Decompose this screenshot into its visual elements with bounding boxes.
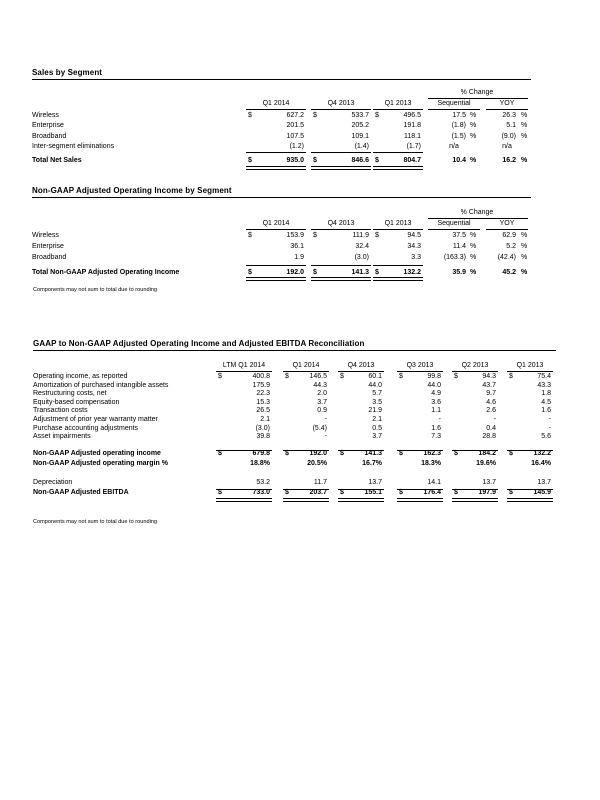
recon-row-label: Operating income, as reported	[33, 373, 128, 380]
sales-subtotal-rule-1	[246, 152, 306, 153]
recon-value-cell: (3.0)	[255, 424, 270, 432]
recon-value-cell: 39.8	[256, 433, 270, 441]
opinc-row-label: Wireless	[32, 232, 59, 239]
recon-header-ltm-q1-2014: LTM Q1 2014	[222, 362, 266, 369]
recon-value-cell: 22.3	[256, 390, 270, 398]
dollar-sign: $	[340, 373, 344, 380]
recon-title-rule	[33, 350, 556, 351]
sales-value-cell: 205.2	[351, 122, 369, 130]
recon-ebitda-top-rule	[216, 489, 272, 490]
recon-value-cell: 184.2	[478, 450, 496, 457]
percent-sign: %	[470, 232, 477, 239]
recon-ebitda-total-rule	[283, 498, 329, 502]
opinc-total-rule-1	[246, 277, 306, 281]
percent-sign: %	[470, 112, 477, 119]
recon-row-label: Depreciation	[33, 479, 73, 486]
sales-subtotal-rule-2	[311, 152, 371, 153]
opinc-value-cell: 32.4	[355, 242, 369, 250]
opinc-header-sequential: Sequential	[437, 220, 471, 227]
sales-yoy-cell: (9.0)	[501, 132, 516, 140]
recon-value-cell: 4.6	[486, 398, 496, 406]
recon-value-cell: 1.6	[541, 407, 551, 415]
recon-value-cell: (5.4)	[312, 424, 327, 432]
percent-sign: %	[470, 269, 477, 276]
recon-value-cell: 679.8	[252, 450, 270, 457]
recon-value-cell: 132.2	[533, 450, 551, 457]
opinc-header-q1-2013: Q1 2013	[384, 220, 412, 227]
recon-value-cell: 28.8	[482, 433, 496, 441]
percent-sign: %	[470, 253, 477, 261]
sales-header-yoy: YOY	[499, 100, 515, 107]
recon-ebitda-top-rule	[283, 489, 329, 490]
recon-value-cell: 15.3	[256, 398, 270, 406]
sales-total-rule-2	[311, 166, 371, 170]
sales-sequential-cell: (1.8)	[451, 122, 466, 130]
recon-value-cell: 162.3	[423, 450, 441, 457]
recon-value-cell: 43.3	[537, 381, 551, 389]
recon-value-cell: 53.2	[256, 479, 270, 486]
dollar-sign: $	[248, 157, 252, 164]
sales-value-cell: 627.2	[286, 112, 304, 119]
opinc-yoy-cell: 5.2	[506, 242, 516, 250]
sales-row	[0, 111, 600, 121]
dollar-sign: $	[375, 157, 379, 164]
percent-sign: %	[521, 157, 528, 164]
dollar-sign: $	[285, 373, 289, 380]
opinc-sequential-cell: (163.3)	[443, 253, 466, 261]
recon-value-cell: 145.9	[533, 489, 551, 496]
recon-value-cell: 1.1	[431, 407, 441, 415]
sales-row	[0, 121, 600, 131]
recon-subtotal-rule	[216, 450, 272, 451]
opinc-yoy-cell: 45.2	[502, 269, 516, 276]
recon-ebitda-total-rule	[397, 498, 443, 502]
dollar-sign: $	[313, 269, 317, 276]
sales-row	[0, 142, 600, 152]
sales-yoy-cell: 16.2	[502, 157, 516, 164]
percent-sign: %	[521, 242, 528, 250]
dollar-sign: $	[399, 450, 403, 457]
recon-value-cell: 13.7	[482, 479, 496, 486]
dollar-sign: $	[313, 157, 317, 164]
sales-value-cell: 533.7	[351, 112, 369, 119]
sales-total-row	[0, 156, 600, 166]
recon-value-cell: 13.7	[537, 479, 551, 486]
sales-row-label: Wireless	[32, 112, 59, 119]
recon-ebitda-total-rule	[507, 498, 553, 502]
dollar-sign: $	[399, 489, 403, 496]
sales-value-cell: 496.5	[403, 112, 421, 119]
recon-adj-margin-row	[0, 459, 600, 469]
opinc-value-cell: 153.9	[286, 232, 304, 239]
opinc-subtotal-rule-2	[311, 265, 371, 266]
dollar-sign: $	[248, 269, 252, 276]
opinc-sequential-cell: 37.5	[452, 232, 466, 239]
sales-section-title: Sales by Segment	[32, 68, 103, 77]
opinc-header-rule-5	[486, 229, 528, 230]
percent-sign: %	[470, 132, 477, 140]
recon-section-title: GAAP to Non-GAAP Adjusted Operating Income and Adjusted EBITDA Reconciliation	[33, 339, 365, 348]
opinc-value-cell: 34.3	[407, 242, 421, 250]
opinc-subtotal-rule-1	[246, 265, 306, 266]
opinc-header-rule-2	[311, 229, 371, 230]
opinc-section-title: Non-GAAP Adjusted Operating Income by Segment	[32, 186, 232, 195]
recon-value-cell: 3.5	[372, 398, 382, 406]
recon-value-cell: 43.7	[482, 381, 496, 389]
recon-row-label: Non-GAAP Adjusted operating margin %	[33, 460, 168, 467]
recon-value-cell: 0.9	[317, 407, 327, 415]
dollar-sign: $	[399, 373, 403, 380]
sales-row-label: Broadband	[32, 132, 67, 140]
recon-header-q1-2013: Q1 2013	[516, 362, 544, 369]
dollar-sign: $	[509, 450, 513, 457]
recon-header-q1-2014: Q1 2014	[292, 362, 320, 369]
sales-value-cell: (1.2)	[289, 142, 304, 150]
dollar-sign: $	[454, 450, 458, 457]
dollar-sign: $	[340, 489, 344, 496]
recon-row-label: Non-GAAP Adjusted EBITDA	[33, 489, 129, 496]
recon-header-q2-2013: Q2 2013	[461, 362, 489, 369]
recon-row-label: Purchase accounting adjustments	[33, 424, 139, 432]
recon-value-cell: 146.5	[309, 373, 327, 380]
sales-pct-change-header: % Change	[460, 89, 494, 96]
sales-sequential-cell: (1.5)	[451, 132, 466, 140]
recon-header-q4-2013: Q4 2013	[347, 362, 375, 369]
recon-value-cell: 20.5%	[307, 460, 327, 467]
sales-value-cell: (1.4)	[354, 142, 369, 150]
recon-ebitda-top-rule	[338, 489, 384, 490]
opinc-rounding-note: Components may not sum to total due to rounding	[33, 287, 158, 293]
opinc-row	[0, 231, 600, 241]
dollar-sign: $	[248, 112, 252, 119]
recon-ebitda-top-rule	[452, 489, 498, 490]
sales-header-rule-2	[311, 109, 371, 110]
sales-sequential-cell: n/a	[449, 142, 459, 150]
opinc-total-rule-2	[311, 277, 371, 281]
recon-value-cell: 5.7	[372, 390, 382, 398]
sales-total-rule-1	[246, 166, 306, 170]
recon-rounding-note: Components may not sum to total due to rounding	[33, 519, 158, 525]
recon-subtotal-rule	[338, 450, 384, 451]
recon-value-cell: 2.1	[372, 416, 382, 423]
opinc-row-label: Broadband	[32, 253, 67, 261]
dollar-sign: $	[454, 489, 458, 496]
opinc-sequential-cell: 11.4	[452, 242, 466, 250]
dollar-sign: $	[375, 232, 379, 239]
opinc-title-rule	[32, 197, 531, 198]
recon-value-cell: 2.6	[486, 407, 496, 415]
opinc-value-cell: 94.5	[407, 232, 421, 239]
recon-value-cell: 3.6	[431, 398, 441, 406]
opinc-header-yoy: YOY	[499, 220, 515, 227]
percent-sign: %	[521, 253, 528, 261]
dollar-sign: $	[340, 450, 344, 457]
opinc-row	[0, 253, 600, 263]
sales-row-label: Total Net Sales	[32, 157, 82, 164]
recon-row-label: Transaction costs	[33, 407, 88, 415]
recon-subtotal-rule	[397, 450, 443, 451]
sales-total-rule-3	[373, 166, 423, 170]
opinc-total-rule-3	[373, 277, 423, 281]
recon-value-cell: 44.3	[313, 381, 327, 389]
dollar-sign: $	[313, 112, 317, 119]
sales-value-cell: 804.7	[403, 157, 421, 164]
recon-ebitda-total-rule	[452, 498, 498, 502]
recon-value-cell: 155.1	[364, 489, 382, 496]
recon-value-cell: -	[493, 416, 496, 423]
recon-subtotal-rule	[283, 450, 329, 451]
recon-value-cell: 197.9	[478, 489, 496, 496]
recon-value-cell: 7.3	[431, 433, 441, 441]
recon-value-cell: 9.7	[486, 390, 496, 398]
percent-sign: %	[470, 242, 477, 250]
opinc-value-cell: 132.2	[403, 269, 421, 276]
percent-sign: %	[521, 269, 528, 276]
sales-header-rule-1	[246, 109, 306, 110]
recon-value-cell: -	[548, 416, 551, 423]
sales-header-rule-4	[428, 109, 480, 110]
opinc-header-rule-4	[428, 229, 480, 230]
sales-value-cell: 935.0	[286, 157, 304, 164]
recon-subtotal-rule	[507, 450, 553, 451]
sales-value-cell: 109.1	[351, 132, 369, 140]
opinc-value-cell: 141.3	[351, 269, 369, 276]
dollar-sign: $	[509, 489, 513, 496]
recon-row-label: Restructuring costs, net	[33, 390, 107, 398]
sales-yoy-cell: n/a	[502, 142, 512, 150]
opinc-value-cell: 192.0	[286, 269, 304, 276]
recon-header-q3-2013: Q3 2013	[406, 362, 434, 369]
recon-value-cell: 5.6	[541, 433, 551, 441]
recon-value-cell: 733.0	[252, 489, 270, 496]
sales-value-cell: 118.1	[404, 132, 421, 140]
sales-row	[0, 132, 600, 142]
recon-value-cell: -	[548, 424, 551, 432]
opinc-header-rule-3	[373, 229, 423, 230]
recon-row-label: Amortization of purchased intangible assets	[33, 381, 169, 389]
recon-value-cell: 175.9	[252, 381, 270, 389]
recon-value-cell: 16.7%	[362, 460, 382, 467]
recon-value-cell: -	[324, 416, 327, 423]
opinc-header-rule-1	[246, 229, 306, 230]
recon-value-cell: 11.7	[313, 479, 327, 486]
opinc-yoy-cell: 62.9	[502, 232, 516, 239]
recon-value-cell: 14.1	[427, 479, 441, 486]
sales-sequential-cell: 17.5	[452, 112, 466, 119]
recon-value-cell: 44.0	[368, 381, 382, 389]
recon-value-cell: 18.8%	[250, 460, 270, 467]
recon-value-cell: 99.8	[427, 373, 441, 380]
sales-row-label: Inter-segment eliminations	[32, 142, 115, 150]
recon-value-cell: 26.5	[256, 407, 270, 415]
recon-value-cell: 1.8	[541, 390, 551, 398]
sales-header-q1-2013: Q1 2013	[384, 100, 412, 107]
opinc-sequential-cell: 35.9	[452, 269, 466, 276]
recon-value-cell: 60.1	[368, 373, 382, 380]
dollar-sign: $	[454, 373, 458, 380]
recon-row	[0, 432, 600, 442]
recon-row-label: Equity-based compensation	[33, 398, 120, 406]
recon-value-cell: 4.5	[541, 398, 551, 406]
recon-value-cell: 21.9	[368, 407, 382, 415]
sales-value-cell: 191.8	[403, 122, 421, 130]
opinc-row-label: Total Non-GAAP Adjusted Operating Income	[32, 269, 180, 276]
sales-subtotal-rule-3	[373, 152, 423, 153]
sales-header-rule-5	[486, 109, 528, 110]
sales-yoy-cell: 26.3	[502, 112, 516, 119]
recon-value-cell: 203.7	[309, 489, 327, 496]
recon-depreciation-row	[0, 478, 600, 488]
opinc-row-label: Enterprise	[32, 242, 64, 250]
recon-value-cell: 16.4%	[531, 460, 551, 467]
recon-ebitda-total-rule	[338, 498, 384, 502]
dollar-sign: $	[375, 112, 379, 119]
opinc-header-q1-2014: Q1 2014	[262, 220, 290, 227]
recon-row-label: Adjustment of prior year warranty matter	[33, 416, 158, 423]
recon-value-cell: 94.3	[482, 373, 496, 380]
recon-value-cell: 44.0	[427, 381, 441, 389]
sales-header-rule-3	[373, 109, 423, 110]
recon-value-cell: 2.0	[317, 390, 327, 398]
recon-row-label: Non-GAAP Adjusted operating income	[33, 450, 161, 457]
recon-row-label: Asset impairments	[33, 433, 91, 441]
sales-value-cell: (1.7)	[406, 142, 421, 150]
sales-header-q4-2013: Q4 2013	[327, 100, 355, 107]
sales-title-rule	[32, 79, 531, 80]
percent-sign: %	[470, 122, 477, 130]
recon-value-cell: 4.9	[431, 390, 441, 398]
recon-value-cell: 75.4	[537, 373, 551, 380]
recon-value-cell: 141.3	[364, 450, 382, 457]
opinc-row	[0, 242, 600, 252]
percent-sign: %	[521, 112, 528, 119]
opinc-value-cell: 3.3	[411, 253, 421, 261]
dollar-sign: $	[375, 269, 379, 276]
dollar-sign: $	[218, 450, 222, 457]
recon-value-cell: 3.7	[317, 398, 327, 406]
opinc-value-cell: (3.0)	[354, 253, 369, 261]
dollar-sign: $	[313, 232, 317, 239]
opinc-value-cell: 111.9	[352, 232, 369, 239]
recon-ebitda-top-rule	[507, 489, 553, 490]
dollar-sign: $	[218, 373, 222, 380]
recon-value-cell: 192.0	[309, 450, 327, 457]
sales-yoy-cell: 5.1	[506, 122, 516, 130]
recon-value-cell: 0.5	[372, 424, 382, 432]
sales-value-cell: 201.5	[286, 122, 304, 130]
sales-header-q1-2014: Q1 2014	[262, 100, 290, 107]
dollar-sign: $	[285, 489, 289, 496]
sales-value-cell: 107.5	[286, 132, 304, 140]
sales-header-sequential: Sequential	[437, 100, 471, 107]
recon-value-cell: 0.4	[486, 424, 496, 432]
sales-sequential-cell: 10.4	[452, 157, 466, 164]
dollar-sign: $	[509, 373, 513, 380]
recon-value-cell: 176.4	[423, 489, 441, 496]
dollar-sign: $	[218, 489, 222, 496]
percent-sign: %	[521, 132, 528, 140]
recon-ebitda-total-rule	[216, 498, 272, 502]
percent-sign: %	[521, 232, 528, 239]
dollar-sign: $	[248, 232, 252, 239]
opinc-yoy-cell: (42.4)	[497, 253, 516, 261]
opinc-subtotal-rule-3	[373, 265, 423, 266]
recon-ebitda-top-rule	[397, 489, 443, 490]
percent-sign: %	[521, 122, 528, 130]
dollar-sign: $	[285, 450, 289, 457]
opinc-pct-change-header: % Change	[460, 209, 494, 216]
recon-value-cell: 13.7	[368, 479, 382, 486]
recon-subtotal-rule	[452, 450, 498, 451]
recon-value-cell: 19.6%	[476, 460, 496, 467]
sales-row-label: Enterprise	[32, 122, 64, 130]
opinc-value-cell: 36.1	[290, 242, 304, 250]
recon-value-cell: 1.6	[431, 424, 441, 432]
opinc-header-q4-2013: Q4 2013	[327, 220, 355, 227]
recon-value-cell: 18.3%	[421, 460, 441, 467]
sales-value-cell: 846.6	[351, 157, 369, 164]
recon-value-cell: 2.1	[260, 416, 270, 423]
recon-value-cell: 400.8	[252, 373, 270, 380]
percent-sign: %	[470, 157, 477, 164]
recon-value-cell: 3.7	[372, 433, 382, 441]
recon-value-cell: -	[438, 416, 441, 423]
recon-value-cell: -	[324, 433, 327, 441]
opinc-value-cell: 1.9	[294, 253, 304, 261]
